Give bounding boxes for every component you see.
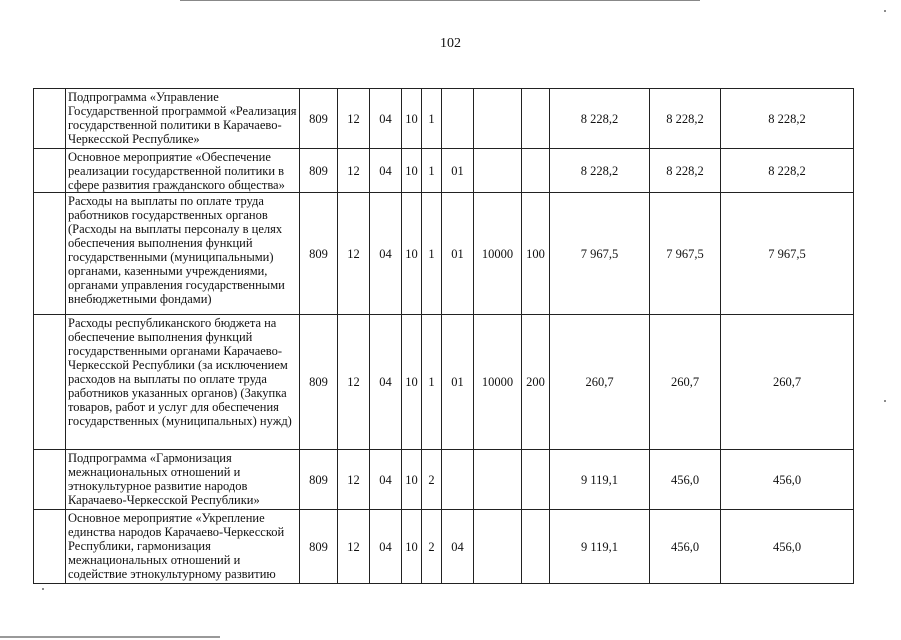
- cell-amount-1: 8 228,2: [550, 89, 650, 149]
- cell-direction: [474, 450, 522, 510]
- table-cell-blank: [34, 89, 66, 149]
- cell-activity: [442, 450, 474, 510]
- scan-speck: [884, 10, 886, 12]
- cell-subprogram: 2: [422, 510, 442, 584]
- cell-pr: 04: [370, 315, 402, 450]
- scan-speck: [42, 588, 44, 590]
- table-cell-blank: [34, 450, 66, 510]
- cell-ved: 809: [300, 510, 338, 584]
- cell-amount-3: 456,0: [721, 510, 854, 584]
- cell-activity: 04: [442, 510, 474, 584]
- table-row: [34, 510, 854, 584]
- cell-program: 10: [402, 315, 422, 450]
- cell-subprogram: 1: [422, 193, 442, 315]
- cell-amount-2: 260,7: [650, 315, 721, 450]
- cell-amount-1: 260,7: [550, 315, 650, 450]
- table-cell-blank: [34, 510, 66, 584]
- cell-subprogram: 2: [422, 450, 442, 510]
- cell-ved: 809: [300, 193, 338, 315]
- cell-rz: 12: [338, 450, 370, 510]
- cell-pr: 04: [370, 510, 402, 584]
- cell-program: 10: [402, 149, 422, 193]
- cell-rz: 12: [338, 89, 370, 149]
- table-row: [34, 450, 854, 510]
- cell-pr: 04: [370, 149, 402, 193]
- cell-ved: 809: [300, 315, 338, 450]
- cell-subprogram: 1: [422, 315, 442, 450]
- row-name: Основное мероприятие «Укрепление единства народов Карачаево-Черкесской Республики, гармонизация межнациональных отношений и содействие этнокультурному развитию: [66, 510, 300, 584]
- cell-amount-3: 7 967,5: [721, 193, 854, 315]
- scan-artifact-top-line: [180, 0, 700, 1]
- cell-direction: 10000: [474, 315, 522, 450]
- cell-amount-1: 7 967,5: [550, 193, 650, 315]
- cell-direction: 10000: [474, 193, 522, 315]
- cell-activity: 01: [442, 149, 474, 193]
- page-number: 102: [440, 36, 461, 51]
- cell-amount-2: 456,0: [650, 450, 721, 510]
- cell-direction: [474, 89, 522, 149]
- cell-rz: 12: [338, 510, 370, 584]
- cell-subprogram: 1: [422, 89, 442, 149]
- cell-vr: 100: [522, 193, 550, 315]
- cell-vr: [522, 450, 550, 510]
- table-cell-blank: [34, 193, 66, 315]
- cell-program: 10: [402, 193, 422, 315]
- cell-rz: 12: [338, 193, 370, 315]
- table-row: [34, 315, 854, 450]
- table-row: [34, 89, 854, 149]
- cell-pr: 04: [370, 450, 402, 510]
- cell-vr: 200: [522, 315, 550, 450]
- cell-direction: [474, 149, 522, 193]
- cell-amount-2: 8 228,2: [650, 149, 721, 193]
- cell-rz: 12: [338, 149, 370, 193]
- cell-pr: 04: [370, 89, 402, 149]
- row-name: Расходы на выплаты по оплате труда работников государственных органов (Расходы на выплаты персоналу в целях обеспечения выполнения функций государственными (муниципальными) органами, казенными учреждениями, органами управления государственными внебюджетными фондами): [66, 193, 300, 315]
- cell-amount-3: 260,7: [721, 315, 854, 450]
- budget-table: [33, 88, 854, 584]
- row-name: Подпрограмма «Гармонизация межнациональных отношений и этнокультурное развитие народов Карачаево-Черкесской Республики»: [66, 450, 300, 510]
- cell-amount-1: 9 119,1: [550, 510, 650, 584]
- cell-amount-3: 8 228,2: [721, 149, 854, 193]
- cell-ved: 809: [300, 149, 338, 193]
- row-name: Подпрограмма «Управление Государственной программой «Реализация государственной политики в Карачаево-Черкесской Республике»: [66, 89, 300, 149]
- table-cell-blank: [34, 149, 66, 193]
- cell-amount-1: 9 119,1: [550, 450, 650, 510]
- cell-amount-3: 456,0: [721, 450, 854, 510]
- cell-activity: [442, 89, 474, 149]
- cell-amount-1: 8 228,2: [550, 149, 650, 193]
- cell-amount-3: 8 228,2: [721, 89, 854, 149]
- cell-vr: [522, 149, 550, 193]
- row-name: Основное мероприятие «Обеспечение реализации государственной политики в сфере развития гражданского общества»: [66, 149, 300, 193]
- scan-artifact-bottom-line: [0, 636, 220, 638]
- table-cell-blank: [34, 315, 66, 450]
- scan-speck: [884, 400, 886, 402]
- cell-subprogram: 1: [422, 149, 442, 193]
- cell-ved: 809: [300, 450, 338, 510]
- cell-program: 10: [402, 89, 422, 149]
- cell-amount-2: 456,0: [650, 510, 721, 584]
- cell-direction: [474, 510, 522, 584]
- cell-amount-2: 8 228,2: [650, 89, 721, 149]
- row-name: Расходы республиканского бюджета на обеспечение выполнения функций государственными органами Карачаево-Черкесской Республики (за исключением расходов на выплаты по оплате труда работников указанных органов) (Закупка товаров, работ и услуг для обеспечения государственных (муниципальных) нужд): [66, 315, 300, 450]
- cell-program: 10: [402, 450, 422, 510]
- cell-vr: [522, 510, 550, 584]
- cell-pr: 04: [370, 193, 402, 315]
- table-row: [34, 149, 854, 193]
- cell-rz: 12: [338, 315, 370, 450]
- cell-activity: 01: [442, 193, 474, 315]
- cell-program: 10: [402, 510, 422, 584]
- table-row: [34, 193, 854, 315]
- cell-vr: [522, 89, 550, 149]
- cell-amount-2: 7 967,5: [650, 193, 721, 315]
- cell-ved: 809: [300, 89, 338, 149]
- cell-activity: 01: [442, 315, 474, 450]
